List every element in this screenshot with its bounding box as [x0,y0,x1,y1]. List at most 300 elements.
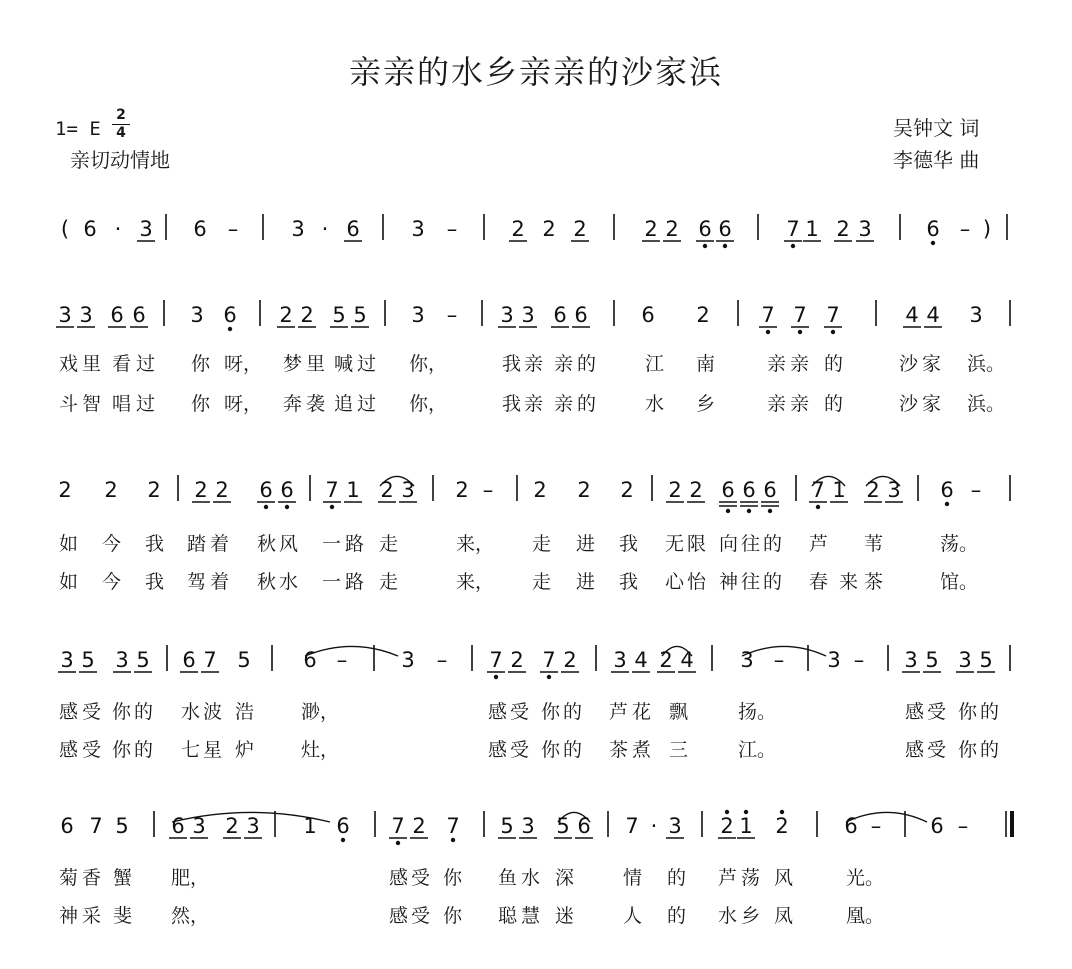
lyric-char: 荡 [741,867,761,889]
note: 3 [613,648,627,672]
note: 6 [763,478,777,502]
lyric-char: 江。 [738,739,777,761]
lyric-char: 感 [488,739,508,761]
lyric-char: 斗 [59,393,79,415]
lyric-char: 过 [357,353,377,375]
lyric-char: 你 [443,867,463,889]
note: 2 [147,478,161,502]
sustain-dash: – [853,648,865,672]
note: 3 [521,814,535,838]
sustain-dash: – [227,217,239,241]
low-octave-dot [726,509,730,513]
key-signature: 1= E [55,118,101,140]
lyric-char: 灶， [301,739,340,761]
time-signature-bottom: 4 [116,125,126,141]
note: 3 [58,303,72,327]
note: 2 [533,478,547,502]
lyric-char: 秋 [257,571,277,593]
lyric-char: 今 [102,571,122,593]
note: 6 [577,814,591,838]
note: 7 [786,217,800,241]
note: 3 [401,648,415,672]
note: 3 [79,303,93,327]
duration-dot: · [321,217,329,241]
lyric-char: 亲 [767,393,787,415]
note: 7 [446,814,460,838]
note: 2 [620,478,634,502]
low-octave-dot [547,675,551,679]
lyric-char: 的 [563,701,583,723]
lyric-char: 煮 [632,739,652,761]
lyric-char: 受 [82,701,102,723]
lyric-char: 家 [922,353,942,375]
lyric-char: 戏 [59,353,79,375]
lyric-char: 花 [632,701,652,723]
lyric-char: 如 [59,533,79,555]
lyric-char: 的 [667,867,687,889]
lyric-char: 梦 [283,353,303,375]
note: 3 [60,648,74,672]
lyric-char: 进 [576,533,596,555]
note: 2 [279,303,293,327]
note: 5 [353,303,367,327]
note: 2 [225,814,239,838]
note: 4 [905,303,919,327]
note: 2 [775,814,789,838]
low-octave-dot [264,505,268,509]
lyric-char: 的 [824,393,844,415]
lyric-char: 你 [112,701,132,723]
lyric-char: 你 [958,739,978,761]
note: 3 [115,648,129,672]
note: 1 [739,814,753,838]
lyric-char: 感 [389,867,409,889]
note: 6 [132,303,146,327]
lyric-char: 来， [456,533,495,555]
final-barline-thick [1010,811,1014,837]
lyric-char: 唱 [112,393,132,415]
lyric-char: 你 [541,739,561,761]
note: 5 [115,814,129,838]
lyric-char: 亲 [524,393,544,415]
note: 3 [969,303,983,327]
lyric-char: 浜。 [967,353,1006,375]
low-octave-dot [798,330,802,334]
low-octave-dot [341,838,345,842]
low-octave-dot [396,841,400,845]
lyric-char: 水 [181,701,201,723]
lyric-char: 的 [763,533,783,555]
lyric-char: 亲 [554,393,574,415]
note: 2 [573,217,587,241]
note: 6 [171,814,185,838]
composer-credit: 李德华 曲 [893,148,980,172]
note: 5 [81,648,95,672]
note: 1 [346,478,360,502]
note: 3 [500,303,514,327]
lyric-char: 感 [59,739,79,761]
note: 6 [280,478,294,502]
lyric-char: 渺， [301,701,340,723]
note: 2 [412,814,426,838]
lyric-char: 着 [210,571,230,593]
sustain-dash: – [436,648,448,672]
tie-slur [305,646,398,656]
lyric-char: 你 [541,701,561,723]
lyric-char: 人 [623,905,643,927]
lyric-char: 江 [645,353,665,375]
lyric-char: 水 [645,393,665,415]
lyric-char: 飘 [669,701,689,723]
lyric-char: 感 [905,701,925,723]
note: 6 [930,814,944,838]
note: 2 [665,217,679,241]
lyric-char: 受 [411,867,431,889]
low-octave-dot [285,505,289,509]
note: 2 [644,217,658,241]
lyric-char: 的 [667,905,687,927]
lyric-char: 乡 [696,393,716,415]
lyric-char: 迷 [555,905,575,927]
lyric-char: 乡 [741,905,761,927]
lyric-char: 我 [145,571,165,593]
tie-slur [846,812,927,822]
low-octave-dot [703,244,707,248]
note: 2 [300,303,314,327]
lyric-char: 你 [443,905,463,927]
low-octave-dot [945,502,949,506]
lyric-char: 如 [59,571,79,593]
note: 1 [805,217,819,241]
note: 2 [542,217,556,241]
note: 5 [979,648,993,672]
lyric-char: 的 [577,393,597,415]
note: 1 [832,478,846,502]
lyric-char: 炉 [235,739,255,761]
lyric-char: 情 [623,867,643,889]
note: 2 [659,648,673,672]
low-octave-dot [451,838,455,842]
lyric-char: 亲 [524,353,544,375]
note: 2 [720,814,734,838]
low-octave-dot [791,244,795,248]
lyric-char: 你， [409,353,448,375]
note: 3 [291,217,305,241]
note: 2 [511,217,525,241]
lyric-char: 走 [532,533,552,555]
lyric-char: 苇 [864,533,884,555]
lyric-char: 过 [357,393,377,415]
note: 6 [182,648,196,672]
note: 2 [58,478,72,502]
note: 6 [844,814,858,838]
low-octave-dot [494,675,498,679]
lyric-char: 菊 [59,867,79,889]
lyric-char: 的 [980,739,1000,761]
note: 7 [625,814,639,838]
lyric-char: 我 [619,571,639,593]
lyric-char: 星 [203,739,223,761]
note: 4 [680,648,694,672]
lyric-char: 慧 [521,905,541,927]
note: 2 [215,478,229,502]
note: 3 [401,478,415,502]
lyric-char: 喊 [334,353,354,375]
note: 7 [325,478,339,502]
lyric-char: 水 [718,905,738,927]
lyric-char: 亲 [767,353,787,375]
duration-dot: · [650,814,658,838]
note: 2 [194,478,208,502]
note: 6 [641,303,655,327]
lyric-char: 踏 [187,533,207,555]
lyric-char: 斐 [113,905,133,927]
sustain-dash: – [336,648,348,672]
note: 2 [866,478,880,502]
note: 2 [510,648,524,672]
note: 3 [904,648,918,672]
lyric-char: 我 [619,533,639,555]
lyric-char: 驾 [187,571,207,593]
lyric-char: 受 [82,739,102,761]
lyric-char: 看 [112,353,132,375]
lyric-char: 亲 [790,353,810,375]
lyric-char: 往 [741,533,761,555]
note: 6 [718,217,732,241]
low-octave-dot [931,241,935,245]
note: 2 [563,648,577,672]
note: 3 [190,303,204,327]
lyric-char: 里 [306,353,326,375]
lyric-char: 深 [555,867,575,889]
lyric-char: 神 [719,571,739,593]
note: 7 [811,478,825,502]
note: 3 [858,217,872,241]
sustain-dash: – [773,648,785,672]
lyric-char: 无 [665,533,685,555]
low-octave-dot [831,330,835,334]
note: 7 [826,303,840,327]
sustain-dash: – [959,217,971,241]
song-title: 亲亲的水乡亲亲的沙家浜 [348,53,723,91]
lyric-char: 水 [279,571,299,593]
note: 4 [926,303,940,327]
lyric-char: 肥， [171,867,210,889]
lyric-char: 走 [379,533,399,555]
lyric-char: 受 [411,905,431,927]
note: 6 [574,303,588,327]
lyric-char: 路 [345,571,365,593]
note: 5 [556,814,570,838]
lyric-char: 扬。 [738,701,777,723]
note: 6 [553,303,567,327]
note: 3 [887,478,901,502]
low-octave-dot [816,505,820,509]
note: 3 [958,648,972,672]
duration-dot: · [114,217,122,241]
lyric-char: 往 [741,571,761,593]
note: 6 [60,814,74,838]
lyric-char: 神 [59,905,79,927]
low-octave-dot [330,505,334,509]
lyric-char: 路 [345,533,365,555]
sustain-dash: – [446,217,458,241]
sustain-dash: – [970,478,982,502]
lyric-char: 亲 [554,353,574,375]
high-octave-dot [744,810,748,814]
note: 1 [303,814,317,838]
lyric-char: 秋 [257,533,277,555]
lyric-char: 心 [665,571,685,593]
note: 6 [742,478,756,502]
sustain-dash: – [446,303,458,327]
lyric-char: 你 [191,353,211,375]
lyric-char: 的 [563,739,583,761]
lyric-char: 三 [669,739,689,761]
lyric-char: 采 [82,905,102,927]
lyric-char: 我 [145,533,165,555]
note: 4 [634,648,648,672]
lyric-char: 亲 [790,393,810,415]
lyric-char: 过 [136,393,156,415]
sustain-dash: – [957,814,969,838]
lyric-char: 你 [112,739,132,761]
lyric-char: 一 [322,533,342,555]
note: 6 [193,217,207,241]
lyric-char: 蟹 [113,867,133,889]
note: 7 [89,814,103,838]
low-octave-dot [723,244,727,248]
high-octave-dot [725,810,729,814]
note: 6 [83,217,97,241]
lyric-char: 的 [134,739,154,761]
lyric-char: 南 [696,353,716,375]
lyric-char: 来 [839,571,859,593]
lyric-char: 向 [719,533,739,555]
note: 7 [203,648,217,672]
lyricist-credit: 吴钟文 词 [893,116,980,140]
lyric-char: 一 [322,571,342,593]
lyric-char: 受 [927,739,947,761]
note: 3 [668,814,682,838]
lyric-char: 芦 [718,867,738,889]
note: 3 [139,217,153,241]
lyric-char: 鱼 [498,867,518,889]
lyric-char: 着 [210,533,230,555]
lyric-char: 的 [577,353,597,375]
note: 2 [104,478,118,502]
note: 3 [246,814,260,838]
note: 6 [336,814,350,838]
lyric-char: 感 [389,905,409,927]
lyric-char: 你 [958,701,978,723]
tempo-marking: 亲切动情地 [70,148,170,172]
lyric-char: 怡 [687,571,707,593]
note: 5 [136,648,150,672]
lyric-char: 然， [171,905,210,927]
low-octave-dot [228,327,232,331]
note: 2 [836,217,850,241]
note: 5 [500,814,514,838]
lyric-char: 限 [687,533,707,555]
note: 2 [668,478,682,502]
lyric-char: 水 [521,867,541,889]
time-signature-top: 2 [116,107,126,123]
lyric-char: 走 [532,571,552,593]
lyric-char: 我 [502,353,522,375]
lyric-char: 七 [181,739,201,761]
bracket: ) [982,217,992,241]
note: 6 [698,217,712,241]
lyric-char: 茶 [609,739,629,761]
note: 7 [489,648,503,672]
lyric-char: 受 [510,701,530,723]
lyric-char: 风 [279,533,299,555]
high-octave-dot [780,810,784,814]
lyric-char: 凰。 [846,905,885,927]
lyric-char: 香 [82,867,102,889]
lyric-char: 沙 [899,353,919,375]
low-octave-dot [766,330,770,334]
lyric-char: 追 [334,393,354,415]
note: 2 [380,478,394,502]
lyric-char: 芦 [809,533,829,555]
note: 2 [455,478,469,502]
note: 2 [577,478,591,502]
note: 6 [346,217,360,241]
low-octave-dot [747,509,751,513]
note: 3 [192,814,206,838]
lyric-char: 聪 [498,905,518,927]
note: 5 [237,648,251,672]
lyric-char: 荡。 [940,533,979,555]
lyric-char: 进 [576,571,596,593]
lyric-char: 里 [82,353,102,375]
lyric-char: 今 [102,533,122,555]
lyric-char: 芦 [609,701,629,723]
lyric-char: 的 [980,701,1000,723]
note: 5 [332,303,346,327]
note: 3 [740,648,754,672]
lyric-char: 呀， [224,353,263,375]
lyric-char: 沙 [899,393,919,415]
note: 6 [721,478,735,502]
lyric-char: 浜。 [967,393,1006,415]
lyric-char: 光。 [846,867,885,889]
lyric-char: 你， [409,393,448,415]
note: 6 [223,303,237,327]
lyric-char: 馆。 [940,571,979,593]
note: 3 [521,303,535,327]
note: 6 [110,303,124,327]
lyric-char: 袭 [306,393,326,415]
note: 2 [689,478,703,502]
lyric-char: 感 [59,701,79,723]
lyric-char: 来， [456,571,495,593]
lyric-char: 走 [379,571,399,593]
sustain-dash: – [482,478,494,502]
note: 3 [411,217,425,241]
lyric-char: 的 [134,701,154,723]
lyric-char: 感 [488,701,508,723]
note: 6 [926,217,940,241]
note: 3 [827,648,841,672]
lyric-char: 奔 [283,393,303,415]
note: 6 [259,478,273,502]
lyric-char: 呀， [224,393,263,415]
lyric-char: 波 [203,701,223,723]
note: 2 [696,303,710,327]
